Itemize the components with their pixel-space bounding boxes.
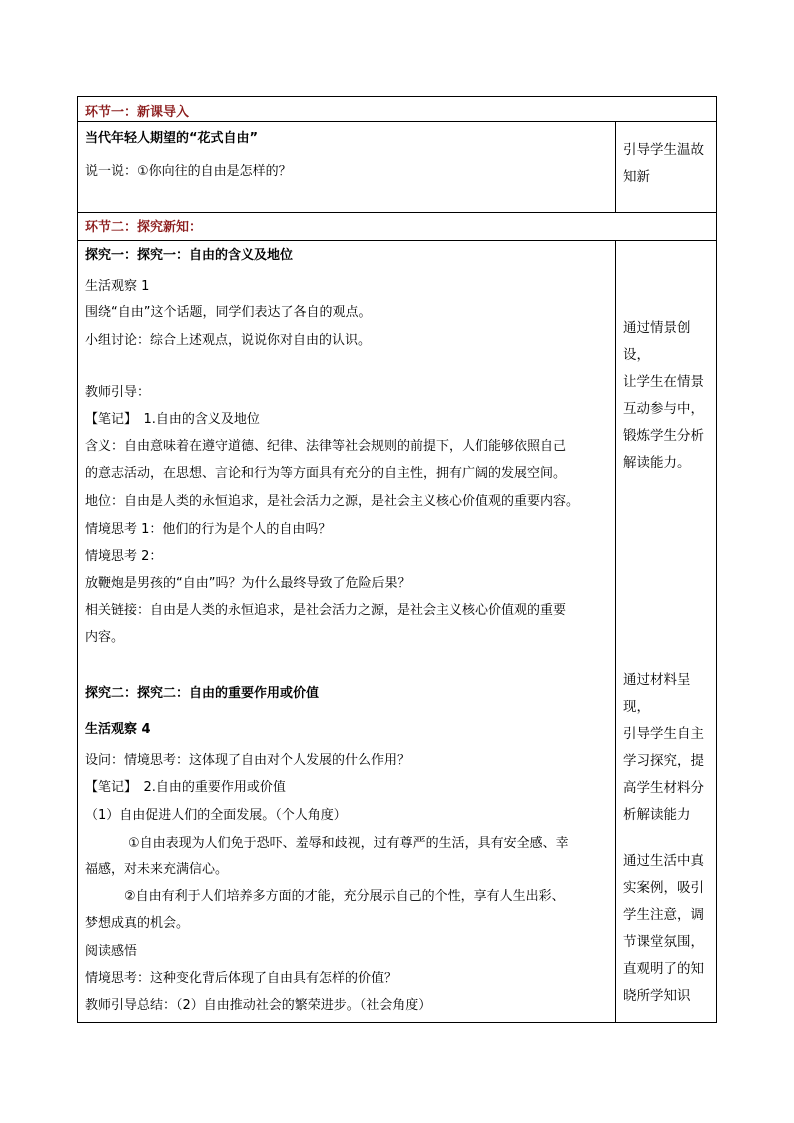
part2-think: 情境思考：这种变化背后体现了自由具有怎样的价值？	[85, 971, 398, 986]
section-header-2: 环节二：探究新知：	[85, 220, 203, 235]
part1-observation: 生活观察 1	[85, 279, 150, 294]
part1-line2: 小组讨论：综合上述观点，说说你对自由的认识。	[85, 333, 372, 348]
section-header-1: 环节一：新课导入	[85, 105, 190, 120]
part2-note: 【笔记】 2.自由的重要作用或价值	[85, 780, 286, 795]
part1-line1: 围绕“自由”这个话题，同学们表达了各自的观点。	[85, 305, 372, 320]
column-divider	[615, 240, 616, 1022]
part1-link-1: 相关链接：自由是人类的永恒追求，是社会活力之源，是社会主义核心价值观的重要	[85, 603, 567, 618]
part2-observation: 生活观察 4	[85, 722, 151, 737]
part2-side-note-1: 通过材料呈现， 引导学生自主 学习探究，提 高学生材料分 析解读能力	[623, 672, 704, 823]
part1-side-note: 通过情景创设， 让学生在情景 互动参与中， 锻炼学生分析 解读能力。	[623, 320, 704, 471]
section1-prompt: 说一说：①你向往的自由是怎样的？	[85, 164, 292, 179]
row-divider	[78, 240, 716, 241]
part1-meaning-2: 的意志活动，在思想、言论和行为等方面具有充分的自主性，拥有广阔的发展空间。	[85, 466, 567, 481]
part2-point-1a-line1: ①自由表现为人们免于恐吓、羞辱和歧视，过有尊严的生活，具有安全感、幸	[128, 836, 569, 851]
part2-summary: 教师引导总结：（2）自由推动社会的繁荣进步。（社会角度）	[85, 998, 432, 1013]
part1-status: 地位：自由是人类的永恒追求，是社会活力之源，是社会主义核心价值观的重要内容。	[85, 494, 580, 509]
part1-note: 【笔记】 1.自由的含义及地位	[85, 412, 260, 427]
part1-link-2: 内容。	[85, 630, 125, 645]
column-divider	[615, 121, 616, 212]
part1-think-2: 情境思考 2：	[85, 549, 163, 564]
part1-firecracker: 放鞭炮是男孩的“自由”吗？为什么最终导致了危险后果？	[85, 576, 411, 591]
part1-think-1: 情境思考 1：他们的行为是个人的自由吗？	[85, 522, 332, 537]
part1-meaning-1: 含义：自由意味着在遵守道德、纪律、法律等社会规则的前提下，人们能够依照自己	[85, 439, 567, 454]
part2-reading: 阅读感悟	[85, 944, 138, 959]
part1-teacher: 教师引导：	[85, 385, 151, 400]
part2-title: 探究二：探究二：自由的重要作用或价值	[85, 686, 320, 701]
part2-point-1b-line1: ②自由有利于人们培养多方面的才能，充分展示自己的个性，享有人生出彩、	[124, 889, 565, 904]
part2-side-note-2: 通过生活中真 实案例，吸引 学生注意，调 节课堂氛围， 直观明了的知 晓所学知识	[623, 853, 704, 1004]
part2-point-1: （1）自由促进人们的全面发展。（个人角度）	[85, 808, 347, 823]
section1-title: 当代年轻人期望的“花式自由”	[85, 131, 259, 146]
row-divider	[78, 121, 716, 122]
row-divider	[78, 212, 716, 213]
lesson-plan-table	[77, 96, 717, 1023]
part2-question: 设问：情境思考：这体现了自由对个人发展的什么作用？	[85, 753, 411, 768]
part2-point-1b-line2: 梦想成真的机会。	[85, 916, 190, 931]
part2-point-1a-line2: 福感，对未来充满信心。	[85, 862, 229, 877]
part1-title: 探究一：探究一：自由的含义及地位	[85, 248, 294, 263]
section1-side-note: 引导学生温故 知新	[623, 142, 704, 185]
